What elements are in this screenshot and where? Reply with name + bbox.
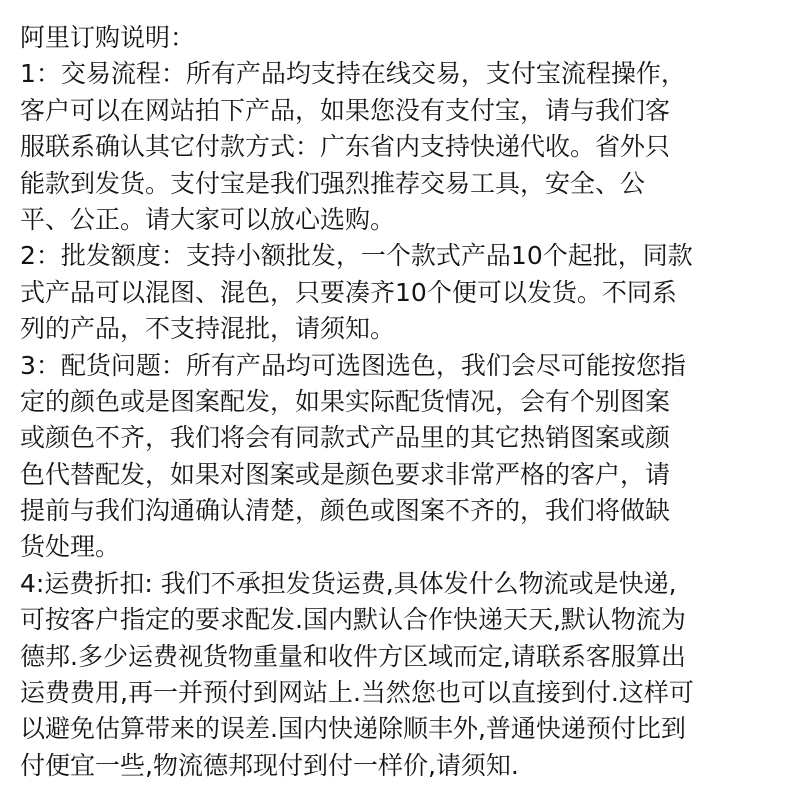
text-line: 2：批发额度：支持小额批发，一个款式产品10个起批，同款 [20,241,693,271]
text-line: 定的颜色或是图案配发，如果实际配货情况，会有个别图案 [20,386,671,416]
text-line: 3：配货问题：所有产品均可选图选色，我们会尽可能按您指 [20,350,686,380]
text-line: 或颜色不齐，我们将会有同款式产品里的其它热销图案或颜 [20,423,671,453]
text-line: 色代替配发，如果对图案或是颜色要求非常严格的客户，请 [20,459,671,489]
text-line: 可按客户指定的要求配发.国内默认合作快递天天,默认物流为 [20,605,686,635]
text-line: 能款到发货。支付宝是我们强烈推荐交易工具，安全、公 [20,168,646,198]
text-line: 4:运费折扣: 我们不承担发货运费,具体发什么物流或是快递, [20,568,677,598]
text-line: 运费费用,再一并预付到网站上.当然您也可以直接到付.这样可 [20,678,694,708]
text-line: 服联系确认其它付款方式：广东省内支持快递代收。省外只 [20,132,671,162]
order-instructions-text [20,20,780,784]
text-line: 以避免估算带来的误差.国内快递除顺丰外,普通快递预付比到 [20,714,686,744]
text-line: 阿里订购说明： [20,23,196,52]
text-line: 付便宜一些,物流德邦现付到付一样价,请须知. [20,750,519,780]
text-line: 列的产品，不支持混批，请须知。 [20,314,396,344]
text-line: 货处理。 [20,532,121,562]
text-line: 德邦.多少运费视货物重量和收件方区域而定,请联系客服算出 [20,641,686,671]
text-line: 式产品可以混图、混色，只要凑齐10个便可以发货。不同系 [20,277,677,307]
text-line: 提前与我们沟通确认清楚，颜色或图案不齐的，我们将做缺 [20,496,671,526]
text-line: 1：交易流程：所有产品均支持在线交易，支付宝流程操作， [20,59,686,89]
text-line: 客户可以在网站拍下产品，如果您没有支付宝，请与我们客 [20,95,671,125]
text-line: 平、公正。请大家可以放心选购。 [20,204,396,234]
